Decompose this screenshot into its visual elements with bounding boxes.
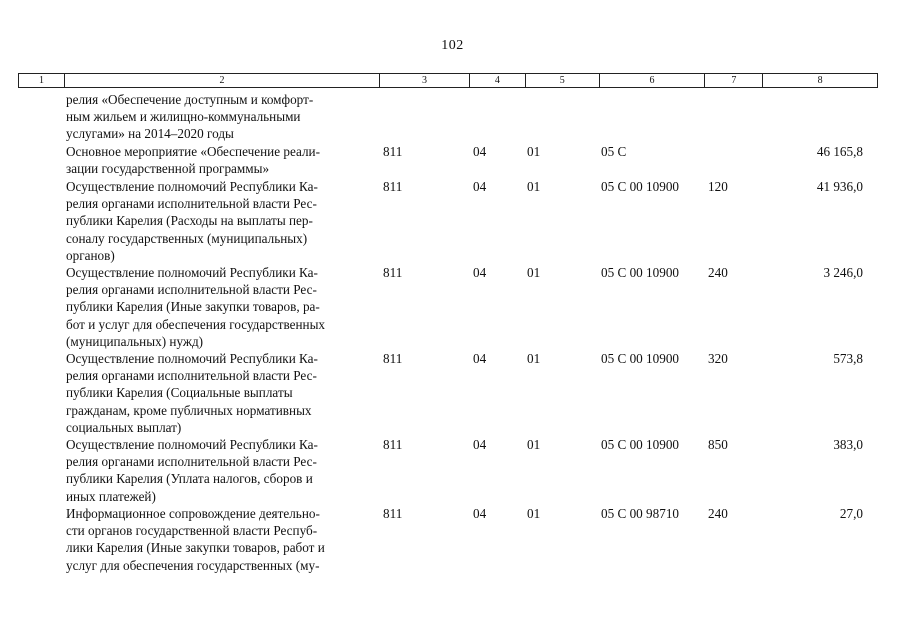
row-amount: 41 936,0 (816, 179, 863, 194)
row-subsection: 01 (527, 265, 541, 280)
page-number: 102 (441, 38, 464, 53)
row-subsection: 01 (527, 144, 541, 159)
table-row (0, 91, 905, 143)
row-description: Осуществление полномочий Республики Ка- релия органами исполнительной власти Рес- публики Карелия (Иные закупки товаров, ра- бот и услуг для обеспечения государственных (муниципальных) нужд) (66, 265, 326, 349)
row-section: 04 (473, 437, 487, 452)
table-row (0, 436, 905, 505)
row-code: 811 (383, 506, 403, 521)
row-target: 05 С 00 10900 (601, 351, 680, 366)
table-body (0, 91, 905, 575)
row-amount: 46 165,8 (816, 144, 863, 159)
row-description: Основное мероприятие «Обеспечение реали- зации государственной программы» (66, 144, 320, 177)
row-target: 05 С 00 10900 (601, 179, 680, 194)
row-amount: 573,8 (833, 351, 863, 366)
row-code: 811 (383, 144, 403, 159)
row-section: 04 (473, 265, 487, 280)
table-row (0, 505, 905, 575)
table-header-row (18, 73, 878, 88)
row-amount: 3 246,0 (823, 265, 863, 280)
header-col-2: 2 (65, 74, 380, 87)
table-row (0, 264, 905, 350)
row-amount: 27,0 (839, 506, 863, 521)
table-row (0, 143, 905, 178)
header-col-6: 6 (600, 74, 706, 87)
row-type: 120 (708, 179, 728, 194)
row-subsection: 01 (527, 351, 541, 366)
row-subsection: 01 (527, 506, 541, 521)
row-code: 811 (383, 179, 403, 194)
row-description: Осуществление полномочий Республики Ка- релия органами исполнительной власти Рес- публики Карелия (Социальные выплаты гражданам, кроме публичных нормативных социальных выплат) (66, 351, 318, 435)
header-col-1: 1 (19, 74, 65, 87)
row-section: 04 (473, 506, 487, 521)
row-description: Информационное сопровождение деятельно- сти органов государственной власти Респуб- лики Карелия (Иные закупки товаров, работ и услуг для обеспечения государственных (му- (66, 506, 325, 573)
row-type: 320 (708, 351, 728, 366)
row-code: 811 (383, 437, 403, 452)
header-col-3: 3 (380, 74, 470, 87)
table-row (0, 350, 905, 436)
header-col-7: 7 (705, 74, 763, 87)
row-type: 850 (708, 437, 728, 452)
header-col-5: 5 (526, 74, 600, 87)
row-section: 04 (473, 351, 487, 366)
row-description: Осуществление полномочий Республики Ка- релия органами исполнительной власти Рес- публики Карелия (Уплата налогов, сборов и иных платежей) (66, 437, 318, 504)
row-subsection: 01 (527, 437, 541, 452)
row-target: 05 С 00 10900 (601, 265, 680, 280)
row-subsection: 01 (527, 179, 541, 194)
row-description: релия «Обеспечение доступным и комфорт- ным жильем и жилищно-коммунальными услугами» на 2014–2020 годы (66, 92, 314, 142)
row-description: Осуществление полномочий Республики Ка- релия органами исполнительной власти Рес- публики Карелия (Расходы на выплаты пер- соналу государственных (муниципальных) органов) (66, 179, 318, 263)
row-amount: 383,0 (833, 437, 863, 452)
row-type: 240 (708, 265, 728, 280)
table-row (0, 178, 905, 264)
row-target: 05 С 00 98710 (601, 506, 680, 521)
row-code: 811 (383, 351, 403, 366)
row-code: 811 (383, 265, 403, 280)
row-target: 05 С 00 10900 (601, 437, 680, 452)
header-col-4: 4 (470, 74, 526, 87)
row-target: 05 С (601, 144, 627, 159)
row-section: 04 (473, 144, 487, 159)
header-col-8: 8 (817, 75, 823, 86)
row-type: 240 (708, 506, 728, 521)
row-section: 04 (473, 179, 487, 194)
